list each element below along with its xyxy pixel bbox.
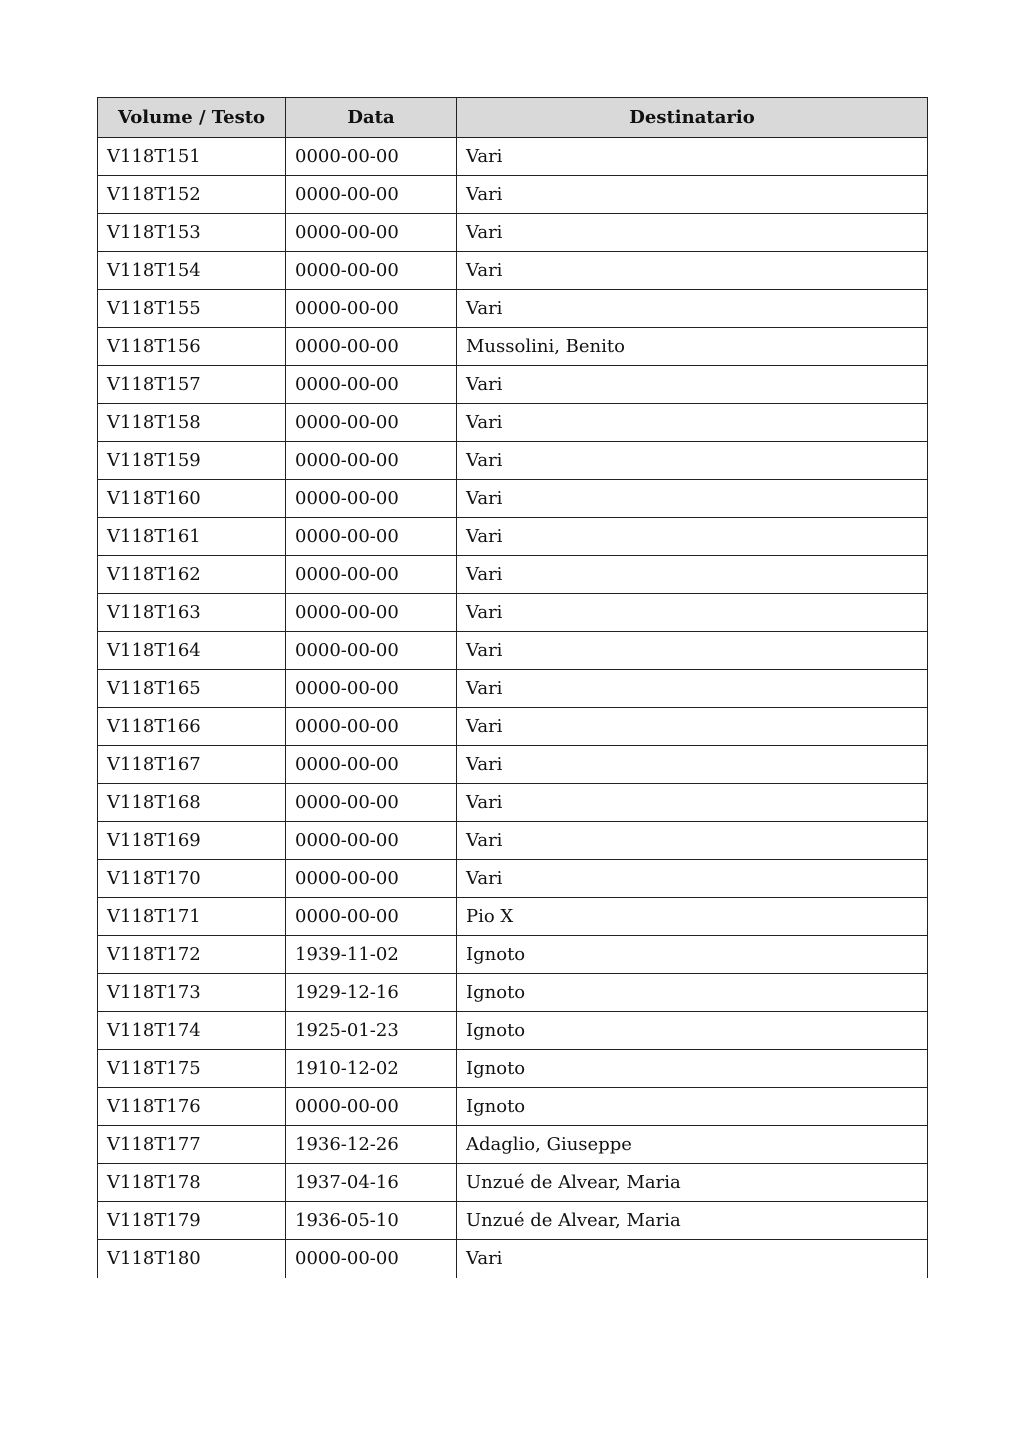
cell-destinatario: Unzué de Alvear, Maria — [457, 1164, 928, 1202]
table-row — [98, 670, 928, 708]
table-row — [98, 784, 928, 822]
cell-destinatario: Ignoto — [457, 1088, 928, 1126]
table-row — [98, 860, 928, 898]
cell-data: 1937-04-16 — [286, 1164, 457, 1202]
column-header-data: Data — [286, 98, 457, 138]
cell-destinatario: Vari — [457, 746, 928, 784]
cell-volume-testo: V118T169 — [98, 822, 286, 860]
cell-volume-testo: V118T153 — [98, 214, 286, 252]
cell-volume-testo: V118T152 — [98, 176, 286, 214]
table-row — [98, 214, 928, 252]
table-row — [98, 1240, 928, 1278]
cell-destinatario: Mussolini, Benito — [457, 328, 928, 366]
cell-volume-testo: V118T167 — [98, 746, 286, 784]
cell-volume-testo: V118T160 — [98, 480, 286, 518]
cell-volume-testo: V118T171 — [98, 898, 286, 936]
table-row — [98, 176, 928, 214]
cell-data: 1939-11-02 — [286, 936, 457, 974]
cell-data: 0000-00-00 — [286, 898, 457, 936]
cell-destinatario: Vari — [457, 784, 928, 822]
cell-volume-testo: V118T162 — [98, 556, 286, 594]
cell-volume-testo: V118T166 — [98, 708, 286, 746]
cell-destinatario: Unzué de Alvear, Maria — [457, 1202, 928, 1240]
table-row — [98, 1088, 928, 1126]
cell-destinatario: Vari — [457, 594, 928, 632]
letters-index-table — [97, 97, 928, 1278]
cell-destinatario: Ignoto — [457, 974, 928, 1012]
table-row — [98, 290, 928, 328]
cell-data: 0000-00-00 — [286, 708, 457, 746]
cell-destinatario: Vari — [457, 518, 928, 556]
cell-volume-testo: V118T161 — [98, 518, 286, 556]
cell-data: 0000-00-00 — [286, 860, 457, 898]
cell-destinatario: Vari — [457, 822, 928, 860]
table-row — [98, 556, 928, 594]
cell-destinatario: Vari — [457, 442, 928, 480]
table-row — [98, 898, 928, 936]
table-row — [98, 138, 928, 176]
table-row — [98, 936, 928, 974]
cell-data: 0000-00-00 — [286, 480, 457, 518]
cell-volume-testo: V118T176 — [98, 1088, 286, 1126]
cell-destinatario: Vari — [457, 1240, 928, 1278]
cell-destinatario: Vari — [457, 860, 928, 898]
cell-destinatario: Pio X — [457, 898, 928, 936]
cell-volume-testo: V118T159 — [98, 442, 286, 480]
cell-data: 0000-00-00 — [286, 556, 457, 594]
cell-data: 0000-00-00 — [286, 1240, 457, 1278]
cell-volume-testo: V118T163 — [98, 594, 286, 632]
cell-data: 0000-00-00 — [286, 594, 457, 632]
cell-volume-testo: V118T151 — [98, 138, 286, 176]
cell-volume-testo: V118T157 — [98, 366, 286, 404]
table-row — [98, 252, 928, 290]
cell-destinatario: Ignoto — [457, 1012, 928, 1050]
cell-destinatario: Vari — [457, 556, 928, 594]
table-row — [98, 594, 928, 632]
cell-destinatario: Vari — [457, 366, 928, 404]
cell-data: 0000-00-00 — [286, 670, 457, 708]
cell-destinatario: Vari — [457, 404, 928, 442]
cell-destinatario: Adaglio, Giuseppe — [457, 1126, 928, 1164]
cell-data: 0000-00-00 — [286, 632, 457, 670]
table-row — [98, 366, 928, 404]
cell-destinatario: Ignoto — [457, 936, 928, 974]
cell-destinatario: Vari — [457, 176, 928, 214]
table-row — [98, 442, 928, 480]
header-row — [98, 98, 928, 138]
cell-data: 1929-12-16 — [286, 974, 457, 1012]
cell-data: 0000-00-00 — [286, 252, 457, 290]
cell-data: 0000-00-00 — [286, 138, 457, 176]
cell-data: 0000-00-00 — [286, 290, 457, 328]
cell-volume-testo: V118T156 — [98, 328, 286, 366]
cell-destinatario: Vari — [457, 632, 928, 670]
table-row — [98, 1012, 928, 1050]
cell-volume-testo: V118T179 — [98, 1202, 286, 1240]
cell-volume-testo: V118T174 — [98, 1012, 286, 1050]
table-header — [98, 98, 928, 138]
cell-destinatario: Vari — [457, 290, 928, 328]
cell-destinatario: Vari — [457, 138, 928, 176]
cell-destinatario: Vari — [457, 480, 928, 518]
cell-data: 0000-00-00 — [286, 518, 457, 556]
cell-data: 0000-00-00 — [286, 328, 457, 366]
cell-data: 0000-00-00 — [286, 822, 457, 860]
column-header-volume-testo: Volume / Testo — [98, 98, 286, 138]
table-row — [98, 974, 928, 1012]
cell-data: 0000-00-00 — [286, 746, 457, 784]
cell-data: 1925-01-23 — [286, 1012, 457, 1050]
cell-destinatario: Vari — [457, 214, 928, 252]
column-header-destinatario: Destinatario — [457, 98, 928, 138]
cell-volume-testo: V118T170 — [98, 860, 286, 898]
cell-destinatario: Vari — [457, 670, 928, 708]
cell-data: 1936-05-10 — [286, 1202, 457, 1240]
table-row — [98, 328, 928, 366]
cell-volume-testo: V118T168 — [98, 784, 286, 822]
table-row — [98, 632, 928, 670]
cell-volume-testo: V118T155 — [98, 290, 286, 328]
cell-volume-testo: V118T173 — [98, 974, 286, 1012]
cell-data: 0000-00-00 — [286, 214, 457, 252]
table-row — [98, 746, 928, 784]
cell-volume-testo: V118T154 — [98, 252, 286, 290]
table-row — [98, 1126, 928, 1164]
cell-data: 0000-00-00 — [286, 176, 457, 214]
table-row — [98, 404, 928, 442]
cell-volume-testo: V118T165 — [98, 670, 286, 708]
cell-volume-testo: V118T172 — [98, 936, 286, 974]
cell-volume-testo: V118T180 — [98, 1240, 286, 1278]
cell-volume-testo: V118T164 — [98, 632, 286, 670]
cell-data: 0000-00-00 — [286, 784, 457, 822]
cell-destinatario: Vari — [457, 708, 928, 746]
table-row — [98, 822, 928, 860]
cell-data: 0000-00-00 — [286, 1088, 457, 1126]
table-row — [98, 1050, 928, 1088]
cell-volume-testo: V118T175 — [98, 1050, 286, 1088]
cell-volume-testo: V118T177 — [98, 1126, 286, 1164]
cell-data: 1910-12-02 — [286, 1050, 457, 1088]
cell-volume-testo: V118T158 — [98, 404, 286, 442]
table-row — [98, 1164, 928, 1202]
table-row — [98, 480, 928, 518]
cell-data: 0000-00-00 — [286, 404, 457, 442]
cell-data: 0000-00-00 — [286, 366, 457, 404]
cell-data: 0000-00-00 — [286, 442, 457, 480]
cell-data: 1936-12-26 — [286, 1126, 457, 1164]
table-row — [98, 708, 928, 746]
table-row — [98, 1202, 928, 1240]
cell-destinatario: Ignoto — [457, 1050, 928, 1088]
cell-destinatario: Vari — [457, 252, 928, 290]
table-body — [98, 138, 928, 1278]
table-row — [98, 518, 928, 556]
cell-volume-testo: V118T178 — [98, 1164, 286, 1202]
